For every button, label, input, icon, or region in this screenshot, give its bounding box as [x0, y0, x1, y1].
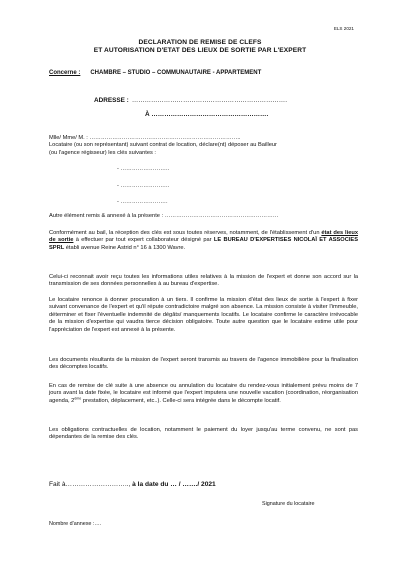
adresse-a-dots: ……………………………………………….	[151, 111, 269, 118]
p5-text-b: prestation, déplacement, etc..). Celle-ci sera intégrée dans le décompte locatif.	[81, 397, 281, 404]
adresse-label: ADRESSE :	[94, 97, 129, 104]
fait-place: Fait à………………………..,	[49, 481, 131, 488]
key-item-2: - ……………………..	[117, 183, 170, 189]
concerne-value: CHAMBRE – STUDIO – COMMUNAUTAIRE - APPARTEMENT	[90, 70, 262, 76]
declarant-text-line-2: (ou l'agence régisseur) les clés suivantes :	[49, 149, 156, 156]
adresse-dots: ……………………………………………………………….	[131, 97, 287, 104]
fait-date: à la date du … / ……./ 2021	[130, 481, 216, 488]
p5-text-a: En cas de remise de clé suite à une absence ou annulation du locataire du rendez-vous initialement prévu moins de 7 jours avant la date fixée, le locataire est informé que l'expert imputera une nouvelle vacation (coordination, réorganisation agenda, 2	[49, 383, 358, 404]
p1-text-c: à effectuer par tout expert collaborateur désigné par	[73, 237, 214, 244]
adresse-a-label: À	[145, 111, 150, 118]
declarant-block	[49, 135, 358, 157]
paragraph-celui-ci: Celui-ci reconnait avoir reçu toutes les informations utiles relatives à la mission de l'expert et donne son accord sur la transmission de ses données personnelles à au bureau d'expertise.	[49, 274, 358, 288]
title-line-1: DECLARATION DE REMISE DE CLEFS	[138, 39, 262, 46]
concerne-line	[49, 70, 261, 76]
etat-des-lieux-emphasis: état des lieux de sortie	[49, 230, 358, 244]
paragraph-remise-cle	[49, 383, 358, 405]
fait-line	[49, 481, 216, 488]
p1-text-a: Conformément au bail, la réception des clés est sous toutes réserves, notamment, de l'établissement d'un	[49, 230, 322, 236]
bureau-name: LE BUREAU D'EXPERTISES NICOLAÏ ET ASSOCIES SPRL	[49, 237, 358, 251]
declarant-text-line-1: Locataire (ou son représentant) suivant contrat de location, déclare(nt) déposer au Bailleur	[49, 142, 277, 149]
declarant-name-line: Mlle/ Mme/ M. : ……………………………………………………………………..	[49, 135, 241, 141]
document-reference: ELS 2021	[333, 26, 354, 31]
key-item-3: - …………………….	[117, 199, 168, 205]
concerne-label: Concerne :	[49, 70, 81, 76]
autre-element-line: Autre élément remis & annexé à la présente : ……………………………………………………	[49, 213, 279, 219]
paragraph-documents: Les documents résultants de la mission de l'expert seront transmis au travers de l'agence immobilière pour la finalisation des décomptes locatifs.	[49, 357, 358, 371]
title-line-2: ET AUTORISATION D'ETAT DES LIEUX DE SORTIE PAR L'EXPERT	[93, 47, 307, 54]
p5-superscript: ème	[74, 396, 82, 401]
paragraph-locataire-renonce: Le locataire renonce à donner procuration à un tiers. Il confirme la mission d'état des lieux de sortie à l'expert à fixer suivant convenance de l'expert et qu'il répute contradictoire malgré son absence. La mission consiste à visiter l'immeuble, déterminer et fixer l'éventuelle indemnité de dégâts/ manquements locatifs. Le locataire confirme le caractère irrévocable de la mission d'expertise qui vaudra tierce décision obligatoire. Toute autre question que le locataire estime utile pour l'appréciation de l'expert est annexé à la présente.	[49, 297, 358, 333]
adresse-a-line	[145, 111, 268, 118]
signature-label: Signature du locataire	[262, 501, 315, 507]
adresse-line	[94, 97, 287, 104]
p1-text-e: établi avenue Reine Astrid n° 16 à 1300 Wavre.	[64, 244, 186, 251]
annexe-count: Nombre d'annexe :….	[49, 521, 102, 527]
key-item-1: - ……………………..	[117, 166, 170, 172]
paragraph-obligations: Les obligations contractuelles de location, notamment le paiement du loyer jusqu'au terme convenu, ne sont pas dépendantes de la remise des clés.	[49, 427, 358, 441]
paragraph-conformement	[49, 230, 358, 252]
